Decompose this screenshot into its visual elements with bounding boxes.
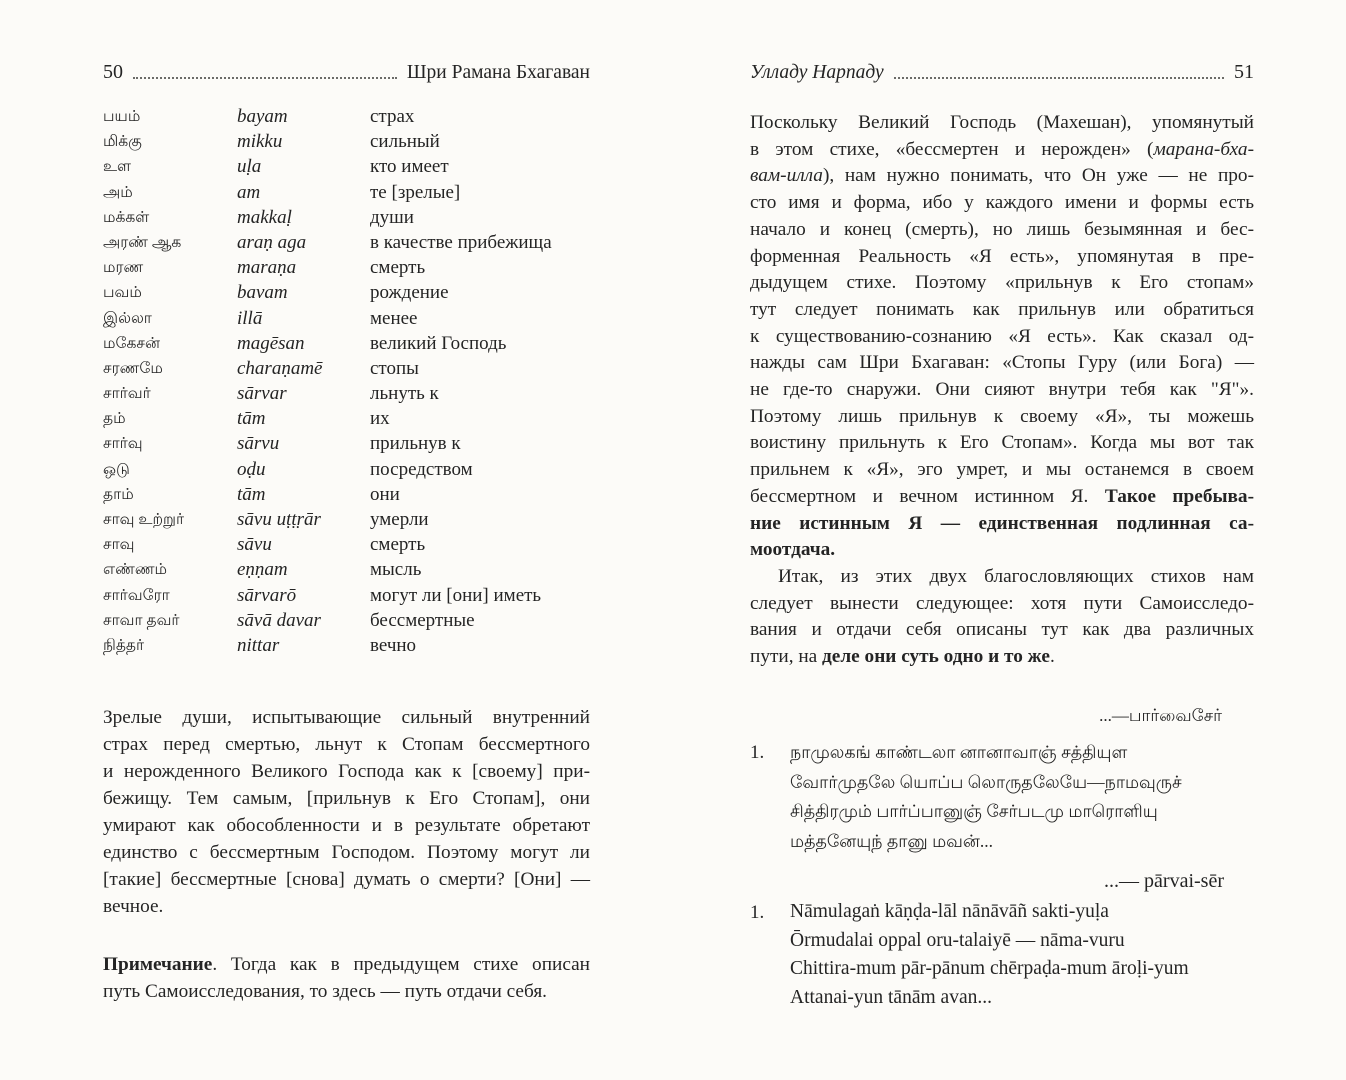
transliteration-word: uḷa <box>237 156 262 178</box>
transliteration-word: tām <box>237 408 266 430</box>
russian-meaning: вечно <box>370 634 417 656</box>
verse-line: Chittira-mum pār-pānum chērpaḍa-mum āroḷi-yum <box>790 958 1189 979</box>
text-line: вам-илла), нам нужно понимать, что Он уже — не про- <box>750 165 1254 187</box>
right-page-header <box>750 58 1254 84</box>
russian-meaning: их <box>370 408 390 430</box>
russian-meaning: те [зрелые] <box>370 181 461 203</box>
word-row <box>103 507 590 532</box>
tamil-word: மிக்கு <box>103 133 142 151</box>
word-row <box>103 532 590 557</box>
word-row <box>103 482 590 507</box>
text-line: вания и отдачи себя описаны тут как два различных <box>750 619 1254 641</box>
russian-meaning: сильный <box>370 131 440 153</box>
dotted-leader <box>133 77 397 79</box>
russian-meaning: льнуть к <box>370 383 439 405</box>
tamil-verse <box>750 738 1254 856</box>
transliteration-verse-lines <box>790 898 1254 1012</box>
russian-meaning: бессмертные <box>370 609 475 631</box>
text-line: бежищу. Тем самым, [прильнув к Его Стопам], они <box>103 788 590 809</box>
russian-meaning: души <box>370 206 414 228</box>
tamil-word: மரண <box>103 259 144 277</box>
transliteration-word: charaṇamē <box>237 357 323 379</box>
text-line: вечное. <box>103 896 164 917</box>
tamil-word: சாவு <box>103 536 135 554</box>
text-line: Итак, из этих двух благословляющих стихов нам <box>778 565 1254 587</box>
word-row <box>103 406 590 431</box>
russian-meaning: рождение <box>370 282 449 304</box>
transliteration-word: magēsan <box>237 332 305 354</box>
tamil-word: தம் <box>103 410 126 428</box>
commentary-paragraph <box>103 704 590 920</box>
tamil-word: உள <box>103 158 132 176</box>
verse-line: Ōrmudalai oppal oru-talaiyē — nāma-vuru <box>790 929 1125 951</box>
text-line: ние истинным Я — единственная подлинная са- <box>750 512 1254 534</box>
word-row <box>103 205 590 230</box>
text-line: тут следует понимать как прильнув или обратиться <box>750 298 1254 320</box>
transliteration-word: sārvarō <box>237 584 297 606</box>
transliteration-word: makkaḷ <box>237 206 292 228</box>
tamil-word: சாவு உற்றுர் <box>103 511 185 528</box>
tamil-word: ஒடு <box>103 460 130 478</box>
text-line: моотдача. <box>750 539 836 561</box>
text-line: Зрелые души, испытывающие сильный внутренний <box>103 707 590 728</box>
text-line: страх перед смертью, льнут к Стопам бессмертного <box>103 734 590 755</box>
russian-meaning: посредством <box>370 458 473 480</box>
word-row <box>103 608 590 633</box>
word-row <box>103 381 590 406</box>
word-table <box>103 104 590 658</box>
word-row <box>103 431 590 456</box>
left-running-title: Шри Рамана Бхагаван <box>406 62 590 83</box>
transliteration-verse <box>750 898 1254 1012</box>
word-row <box>103 356 590 381</box>
transliteration-word: sāvu uṭṭṛār <box>237 509 321 530</box>
russian-meaning: могут ли [они] иметь <box>370 584 542 606</box>
tamil-word: பயம் <box>103 108 141 125</box>
transliteration-word: sārvu <box>237 433 280 455</box>
tamil-verse-lines <box>790 738 1254 856</box>
russian-meaning: менее <box>370 307 418 329</box>
word-row <box>103 255 590 280</box>
russian-meaning: они <box>370 483 400 505</box>
verse-line: சித்திரமும் பார்ப்பானுஞ் சேர்படமு மாரொளியு <box>790 801 1158 821</box>
word-row <box>103 154 590 179</box>
verse-number: 1. <box>750 742 765 763</box>
verse-line: வோர்முதலே யொப்ப லொருதலேயே—நாமவுருச் <box>790 771 1182 792</box>
tamil-attribution: ...—பார்வைசேர் <box>1099 706 1222 725</box>
text-line: форменная Реальность «Я есть», упомянутая в пре- <box>750 245 1254 267</box>
word-row <box>103 331 590 356</box>
transliteration-word: tām <box>237 483 266 505</box>
russian-meaning: стопы <box>370 357 419 379</box>
transliteration-word: oḍu <box>237 458 266 480</box>
tamil-word: சார்வரோ <box>103 586 170 604</box>
right-running-title: Улладу Нарпаду <box>750 62 884 83</box>
russian-meaning: страх <box>370 106 415 127</box>
verse-line: Nāmulagaṅ kāṇḍa-lāl nānāvāñ sakti-yuḷa <box>790 901 1109 922</box>
tamil-word: சார்வர் <box>103 385 151 403</box>
tamil-word: எண்ணம் <box>103 561 168 579</box>
text-line: Поскольку Великий Господь (Махешан), упомянутый <box>750 112 1254 133</box>
text-line: Поэтому лишь прильнув к своему «Я», ты можешь <box>750 405 1254 427</box>
transliteration-word: sārvar <box>237 383 287 405</box>
text-line: умирают как обособленности и в результате обретают <box>103 815 590 836</box>
commentary-text <box>750 110 1254 671</box>
word-row <box>103 104 590 129</box>
commentary-paragraph-1 <box>750 110 1254 564</box>
tamil-word: அம் <box>103 183 133 201</box>
transliteration-word: sāvā davar <box>237 609 321 631</box>
left-page-header <box>103 58 590 84</box>
text-line: в этом стихе, «бессмертен и нерожден» (марана-бха- <box>750 138 1254 160</box>
russian-meaning: смерть <box>370 257 426 279</box>
text-line: не где-то снаружи. Они сияют внутри тебя как "Я"». <box>750 379 1254 401</box>
word-row <box>103 129 590 154</box>
tamil-word: அரண் ஆக <box>103 233 182 251</box>
transliteration-word: am <box>237 181 261 203</box>
text-line: воистину прильнуть к Его Стопам». Когда мы вот так <box>750 432 1254 454</box>
tamil-word: மகேசன் <box>103 334 161 352</box>
transliteration-word: araṇ aga <box>237 231 307 253</box>
tamil-word: சரணமே <box>103 359 163 377</box>
verse-line: Attanai-yun tānām avan... <box>790 986 992 1008</box>
word-row <box>103 180 590 205</box>
text-line: бессмертном и вечном истинном Я. Такое пребыва- <box>750 485 1254 507</box>
text-line: прильнем к «Я», эго умрет, и мы останемся в своем <box>750 459 1254 481</box>
text-line: начало и конец (смерть), но лишь безымянная и бес- <box>750 218 1254 240</box>
verse-number: 1. <box>750 902 765 923</box>
transliteration-word: sāvu <box>237 534 272 556</box>
russian-meaning: мысль <box>370 559 422 581</box>
word-row <box>103 306 590 331</box>
tamil-word: பவம் <box>103 284 142 302</box>
russian-meaning: прильнув к <box>370 433 461 455</box>
word-row <box>103 557 590 582</box>
word-row <box>103 583 590 608</box>
tamil-word: இல்லா <box>103 309 152 327</box>
text-line: Примечание. Тогда как в предыдущем стихе описан <box>103 954 590 975</box>
transliteration-word: mikku <box>237 131 283 153</box>
text-line: следует вынести следующее: хотя пути Самоисследо- <box>750 592 1254 614</box>
transliteration-word: bayam <box>237 106 288 127</box>
transliteration-word: eṇṇam <box>237 559 288 581</box>
russian-meaning: кто имеет <box>370 156 449 178</box>
text-line: и нерожденного Великого Господа как к [своему] при- <box>103 761 590 782</box>
word-row <box>103 280 590 305</box>
verse-line: மத்தனேயுந் தானு மவன்... <box>790 830 994 851</box>
tamil-word: மக்கள் <box>103 208 150 226</box>
text-line: дыдущем стихе. Поэтому «прильнув к Его стопам» <box>750 272 1254 294</box>
transliteration-word: bavam <box>237 282 288 304</box>
tamil-word: சாவா தவர் <box>103 611 180 629</box>
russian-meaning: великий Господь <box>370 332 507 354</box>
dotted-leader <box>894 77 1224 79</box>
commentary-paragraph-2 <box>750 564 1254 671</box>
word-row <box>103 633 590 658</box>
word-row <box>103 457 590 482</box>
russian-meaning: смерть <box>370 534 426 556</box>
tamil-word: சார்வு <box>103 435 143 453</box>
transliteration-word: illā <box>237 307 263 329</box>
text-line: путь Самоисследования, то здесь — путь отдачи себя. <box>103 981 548 1002</box>
left-page-number: 50 <box>103 61 123 83</box>
text-line: [такие] бессмертные [снова] думать о смерти? [Они] — <box>103 869 590 890</box>
text-line: к существованию-сознанию «Я есть». Как сказал од- <box>750 325 1254 347</box>
text-line: нажды сам Шри Бхагаван: «Стопы Гуру (или Бога) — <box>750 352 1254 374</box>
text-line: сто имя и форма, ибо у каждого имени и формы есть <box>750 192 1254 214</box>
text-line: пути, на деле они суть одно и то же. <box>750 646 1055 668</box>
transliteration-word: nittar <box>237 634 280 656</box>
transliteration-attribution: ...— pārvai-sēr <box>1104 870 1224 892</box>
note-paragraph <box>103 951 590 1005</box>
tamil-word: தாம் <box>103 485 134 503</box>
tamil-word: நித்தர் <box>103 636 145 654</box>
text-line: единство с бессмертным Господом. Поэтому могут ли <box>103 842 590 863</box>
right-page-number: 51 <box>1234 61 1254 83</box>
transliteration-word: maraṇa <box>237 257 297 279</box>
russian-meaning: умерли <box>370 509 429 530</box>
russian-meaning: в качестве прибежища <box>370 231 552 253</box>
word-row <box>103 230 590 255</box>
verse-line: நாமுலகங் காண்டலா னானாவாஞ் சத்தியுள <box>790 742 1128 762</box>
